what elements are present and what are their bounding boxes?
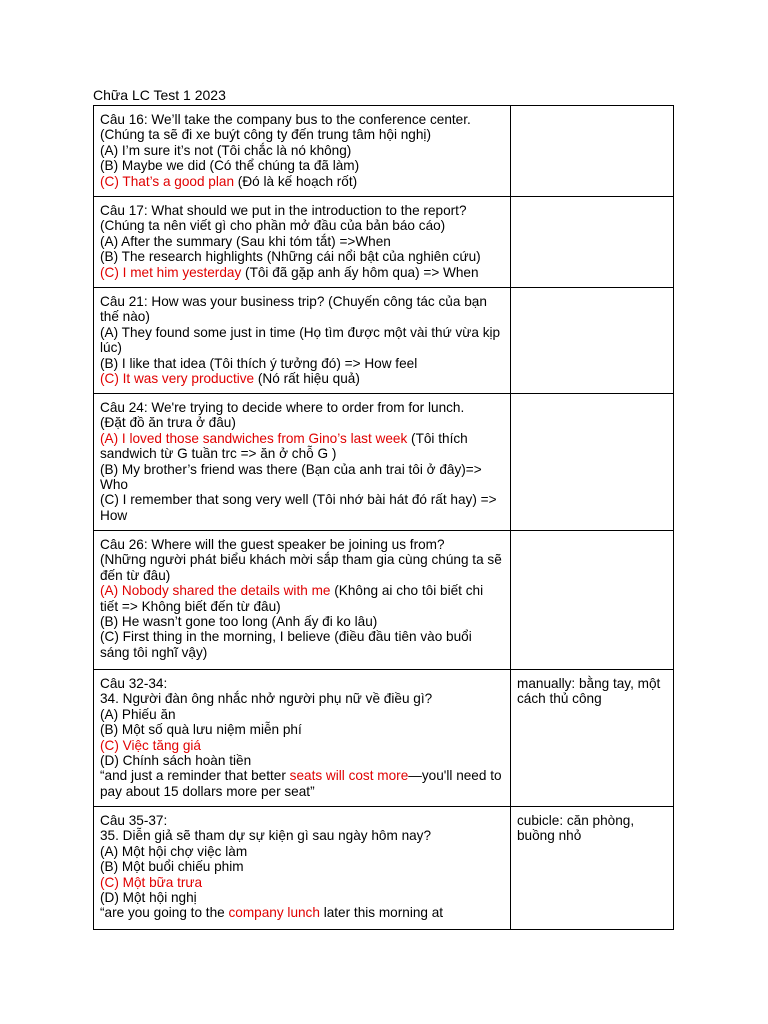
question-line xyxy=(100,249,504,264)
answer-highlight: company lunch xyxy=(228,905,320,921)
text-segment: (D) Một hội nghị xyxy=(100,890,197,906)
question-line xyxy=(100,203,504,218)
question-line xyxy=(100,844,504,859)
question-line xyxy=(100,265,504,280)
answer-highlight: (C) It was very productive xyxy=(100,371,255,387)
question-line xyxy=(100,614,504,629)
question-line xyxy=(100,537,504,552)
question-line xyxy=(100,400,504,415)
text-segment: Câu 32-34: xyxy=(100,676,168,691)
question-line xyxy=(100,753,504,768)
table-row xyxy=(94,197,674,288)
question-cell xyxy=(94,394,511,531)
question-line xyxy=(100,859,504,874)
text-segment: (C) First thing in the morning, I believe (điều đầu tiên vào buổi sáng tôi nghĩ vậy) xyxy=(100,629,472,660)
question-line xyxy=(100,143,504,158)
question-line xyxy=(100,174,504,189)
text-segment: (A) Một hội chợ việc làm xyxy=(100,843,248,859)
question-line xyxy=(100,722,504,737)
text-segment: Câu 35-37: xyxy=(100,813,168,828)
text-segment: (Chúng ta sẽ đi xe buýt công ty đến trung tâm hội nghị) xyxy=(100,127,431,143)
question-line xyxy=(100,583,504,614)
note-cell: cubicle: căn phòng, buồng nhỏ xyxy=(511,807,674,930)
question-line xyxy=(100,431,504,462)
table-row xyxy=(94,670,674,807)
text-segment: (A) I’m sure it’s not (Tôi chắc là nó không) xyxy=(100,142,352,158)
table-row xyxy=(94,531,674,670)
text-segment: (B) Maybe we did (Có thể chúng ta đã làm) xyxy=(100,158,360,174)
question-cell xyxy=(94,531,511,670)
answer-highlight: (C) Một bữa trưa xyxy=(100,874,203,890)
question-line xyxy=(100,890,504,905)
qa-table-body xyxy=(94,106,674,930)
text-segment: “are you going to the xyxy=(100,905,229,921)
note-cell xyxy=(511,106,674,197)
text-segment: (Những người phát biểu khách mời sắp tham gia cùng chúng ta sẽ đến từ đâu) xyxy=(100,552,502,583)
text-segment: later this morning at xyxy=(319,905,444,921)
answer-highlight: (C) I met him yesterday xyxy=(100,264,242,280)
text-segment: (B) I like that idea (Tôi thích ý tưởng đó) => How feel xyxy=(100,355,418,371)
question-line xyxy=(100,813,504,828)
question-line xyxy=(100,828,504,843)
text-segment: (Chúng ta nên viết gì cho phần mở đầu của bản báo cáo) xyxy=(100,218,446,234)
text-segment: (A) Phiếu ăn xyxy=(100,706,176,722)
text-segment: (B) Một số quà lưu niệm miễn phí xyxy=(100,722,302,738)
question-line xyxy=(100,905,504,920)
text-segment: (B) The research highlights (Những cái nổi bật của nghiên cứu) xyxy=(100,249,481,265)
question-line xyxy=(100,127,504,142)
question-line xyxy=(100,325,504,356)
text-segment: (Tôi thích sandwich từ G tuần trc => ăn ở chỗ G ) xyxy=(100,430,468,462)
text-segment: (B) My brother’s friend was there (Bạn của anh trai tôi ở đây)=> Who xyxy=(100,461,482,493)
table-row xyxy=(94,106,674,197)
question-line xyxy=(100,112,504,127)
text-segment: Câu 17: What should we put in the introduction to the report? xyxy=(100,203,467,218)
note-cell xyxy=(511,531,674,670)
note-cell: manually: bằng tay, một cách thủ công xyxy=(511,670,674,807)
answer-highlight: (C) That’s a good plan xyxy=(100,173,235,189)
question-line xyxy=(100,462,504,493)
question-line xyxy=(100,415,504,430)
text-segment: 34. Người đàn ông nhắc nhở người phụ nữ về điều gì? xyxy=(100,691,433,707)
text-segment: (A) They found some just in time (Họ tìm được một vài thứ vừa kịp lúc) xyxy=(100,324,501,356)
question-line xyxy=(100,294,504,325)
question-cell xyxy=(94,106,511,197)
question-line xyxy=(100,552,504,583)
text-segment: Câu 24: We're trying to decide where to order from for lunch. xyxy=(100,400,465,415)
question-cell xyxy=(94,288,511,394)
question-line xyxy=(100,234,504,249)
answer-highlight: (C) Việc tăng giá xyxy=(100,737,201,753)
note-cell xyxy=(511,288,674,394)
question-line xyxy=(100,218,504,233)
question-line xyxy=(100,371,504,386)
question-line xyxy=(100,158,504,173)
answer-highlight: seats will cost more xyxy=(289,768,409,784)
question-line xyxy=(100,492,504,523)
text-segment: (A) After the summary (Sau khi tóm tắt) =>When xyxy=(100,233,391,249)
answer-highlight: (A) I loved those sandwiches from Gino’s last week xyxy=(100,430,408,446)
text-segment: (D) Chính sách hoàn tiền xyxy=(100,753,252,769)
text-segment: Câu 16: We’ll take the company bus to the conference center. xyxy=(100,112,471,127)
qa-table xyxy=(93,105,674,930)
note-cell xyxy=(511,394,674,531)
text-segment: (B) Một buổi chiếu phim xyxy=(100,859,244,875)
document-title: Chữa LC Test 1 2023 xyxy=(93,87,226,103)
text-segment: (Đặt đồ ăn trưa ở đâu) xyxy=(100,415,236,431)
question-line xyxy=(100,629,504,660)
text-segment: (Không ai cho tôi biết chi tiết => Không biết đến từ đâu) xyxy=(100,583,484,614)
table-row xyxy=(94,288,674,394)
text-segment: —you'll need to pay about 15 dollars more per seat” xyxy=(100,768,502,799)
text-segment: (B) He wasn’t gone too long (Anh ấy đi ko lâu) xyxy=(100,614,378,630)
table-row xyxy=(94,394,674,531)
text-segment: Câu 21: How was your business trip? (Chuyến công tác của bạn thế nào) xyxy=(100,294,487,325)
question-line xyxy=(100,768,504,799)
note-cell xyxy=(511,197,674,288)
table-row xyxy=(94,807,674,930)
text-segment: (Đó là kế hoạch rốt) xyxy=(234,173,358,189)
question-line xyxy=(100,356,504,371)
text-segment: (Nó rất hiệu quả) xyxy=(254,371,360,387)
text-segment: 35. Diễn giả sẽ tham dự sự kiện gì sau ngày hôm nay? xyxy=(100,828,432,844)
question-cell xyxy=(94,807,511,930)
question-cell xyxy=(94,197,511,288)
question-line xyxy=(100,738,504,753)
answer-highlight: (A) Nobody shared the details with me xyxy=(100,583,331,599)
text-segment: (Tôi đã gặp anh ấy hôm qua) => When xyxy=(241,264,479,280)
question-line xyxy=(100,691,504,706)
text-segment: “and just a reminder that better xyxy=(100,768,290,784)
text-segment: Câu 26: Where will the guest speaker be joining us from? xyxy=(100,537,445,552)
question-line xyxy=(100,707,504,722)
question-line xyxy=(100,875,504,890)
question-line xyxy=(100,676,504,691)
question-cell xyxy=(94,670,511,807)
text-segment: (C) I remember that song very well (Tôi nhớ bài hát đó rất hay) => How xyxy=(100,492,497,523)
